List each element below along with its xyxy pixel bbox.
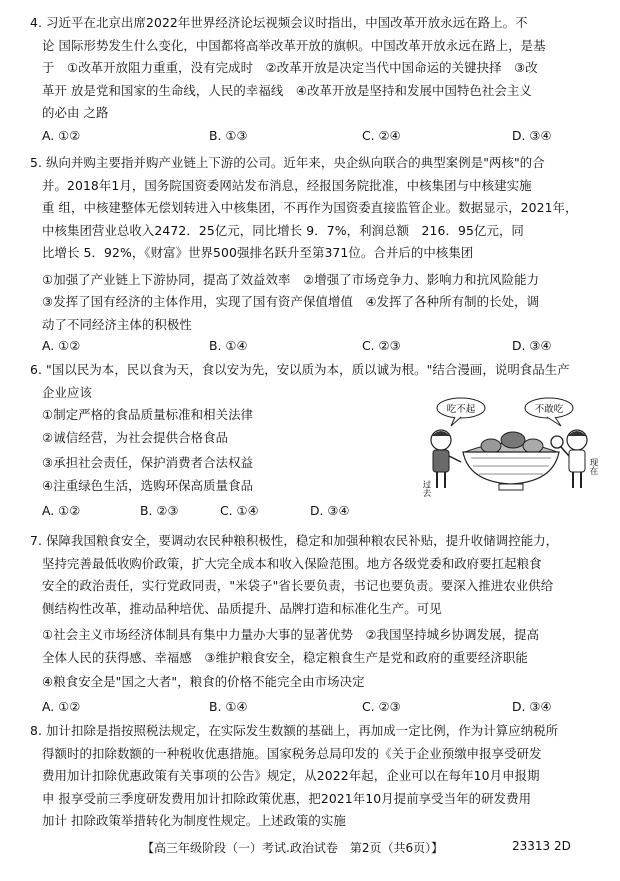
option-c[interactable]: C. ②③: [362, 338, 401, 353]
question-8: [30, 720, 595, 833]
question-5-line: 中核集团营业总收入2472．25亿元，同比增长 9．7%，利润总额 216．95亿元，同: [42, 222, 524, 238]
question-4-line: 的必由 之路: [42, 105, 109, 120]
option-d[interactable]: D. ③④: [512, 338, 552, 353]
question-5: [30, 152, 595, 336]
question-6-line: 6. "国以民为本，民以食为天，食以安为先，安以质为本，质以诚为根。"结合漫画，说明食品生产: [30, 362, 570, 377]
label-right-text: 现在: [588, 458, 598, 475]
option-a[interactable]: A. ①②: [42, 699, 81, 714]
option-b[interactable]: B. ②③: [140, 503, 179, 518]
speech-bubble-left: [437, 398, 485, 426]
question-4-line: 于 ①改革开放阻力重重，没有完成时 ②改革开放是决定当代中国命运的关键抉择 ③改: [42, 60, 538, 75]
question-8-line: 8. 加计扣除是指按照税法规定，在实际发生数额的基础上，再加成一定比例，作为计算应纳税所: [30, 723, 559, 738]
question-7-line: 7. 保障我国粮食安全，要调动农民种粮积极性，稳定和加强种粮农民补贴，提升收储调控能力，: [30, 533, 559, 548]
question-7-line: 全体人民的获得感、幸福感 ③维护粮食安全，稳定粮食生产是党和政府的重要经济职能: [42, 649, 528, 665]
option-d[interactable]: D. ③④: [512, 128, 552, 143]
question-7-line: ①社会主义市场经济体制具有集中力量办大事的显著优势 ②我国坚持城乡协调发展，提高: [42, 627, 540, 642]
question-4: [30, 12, 595, 125]
option-c[interactable]: C. ①④: [220, 503, 259, 518]
question-8-line: 加计 扣除政策举措转化为制度性规定。上述政策的实施: [42, 813, 346, 828]
question-4-line: 4. 习近平在北京出席2022年世界经济论坛视频会议时指出，中国改革开放永远在路上。不: [30, 15, 528, 30]
speech-bubble-right: [525, 398, 573, 426]
footer-title: 【高三年级阶段（一）考试.政治试卷 第2页（共6页）】: [142, 841, 444, 855]
boy-left-illustration: [431, 430, 461, 488]
question-5-line: 5. 纵向并购主要指并购产业链上下游的公司。近年来，央企纵向联合的典型案例是"两核"的合: [30, 155, 545, 170]
label-left-text: 过去: [421, 480, 431, 497]
question-4-options: [42, 128, 582, 148]
question-7-line: 侧结构性改革，推动品种培优、品质提升、品牌打造和标准化生产。可见: [42, 600, 442, 616]
question-5-line: ①加强了产业链上下游协同，提高了效益效率 ②增强了市场竞争力、影响力和抗风险能力: [42, 271, 540, 287]
option-a[interactable]: A. ①②: [42, 128, 81, 143]
question-8-line: 得额时的扣除数额的一种税收优惠措施。国家税务总局印发的《关于企业预缴申报享受研发: [42, 745, 542, 761]
question-5-line: ③发挥了国有经济的主体作用，实现了国有资产保值增值 ④发挥了各种所有制的长处，调: [42, 294, 540, 309]
question-6-line: 企业应该: [42, 384, 92, 400]
option-b[interactable]: B. ①③: [209, 128, 248, 143]
question-7-options: [42, 699, 582, 719]
question-8-line: 申 报享受前三季度研发费用加计扣除政策优惠，把2021年10月提前享受当年的研发费用: [42, 790, 532, 806]
question-8-line: 费用加计扣除优惠政策有关事项的公告》规定，从2022年起，企业可以在每年10月申报期: [42, 768, 540, 783]
question-5-options: [42, 338, 582, 358]
food-safety-cartoon: [421, 396, 599, 500]
option-d[interactable]: D. ③④: [310, 503, 350, 518]
bubble-right-text: 不敢吃: [534, 404, 564, 415]
question-6-line: ④注重绿色生活，选购环保高质量食品: [42, 477, 254, 493]
question-7-line: 安全的政治责任，实行党政同责，"米袋子"省长要负责，书记也要负责。要深入推进农业供给: [42, 578, 554, 593]
question-7-line: 坚持完善最低收购价政策，扩大完全成本和收入保险范围。地方各级党委和政府要扛起粮食: [42, 555, 542, 571]
question-5-line: 并。2018年1月，国务院国资委网站发布消息，经报国务院批准，中核集团与中核建实施: [42, 177, 532, 193]
question-4-line: 论 国际形势发生什么变化，中国都将高举改革开放的旗帜。中国改革开放永远在路上，是基: [42, 37, 546, 53]
option-d[interactable]: D. ③④: [512, 699, 552, 714]
option-a[interactable]: A. ①②: [42, 338, 81, 353]
question-6-line: ③承担社会责任，保护消费者合法权益: [42, 455, 254, 470]
option-a[interactable]: A. ①②: [42, 503, 81, 518]
magnifier-icon: [551, 436, 563, 448]
bubble-left-text: 吃不起: [446, 404, 476, 415]
question-5-line: 比增长 5．92%，《财富》世界500强排名跃升至第371位。合并后的中核集团: [42, 245, 474, 260]
option-b[interactable]: B. ①④: [209, 699, 248, 714]
question-5-line: 动了不同经济主体的积极性: [42, 316, 192, 332]
question-6-options: [42, 503, 582, 523]
question-5-line: 重 组，中核建整体无偿划转进入中核集团，不再作为国资委直接监管企业。数据显示，2021年，: [42, 200, 578, 215]
food-bowl-illustration: [463, 432, 559, 490]
question-6-line: ①制定严格的食品质量标准和相关法律: [42, 407, 254, 422]
question-7-line: ④粮食安全是"国之大者"，粮食的价格不能完全由市场决定: [42, 674, 365, 689]
question-4-line: 革开 放是党和国家的生命线，人民的幸福线 ④改革开放是坚持和发展中国特色社会主义: [42, 82, 532, 98]
option-c[interactable]: C. ②④: [362, 128, 401, 143]
option-b[interactable]: B. ①④: [209, 338, 248, 353]
option-c[interactable]: C. ②③: [362, 699, 401, 714]
question-6-line: ②诚信经营，为社会提供合格食品: [42, 429, 229, 445]
footer-code: 23313 2D: [512, 839, 571, 853]
question-7: [30, 530, 595, 694]
